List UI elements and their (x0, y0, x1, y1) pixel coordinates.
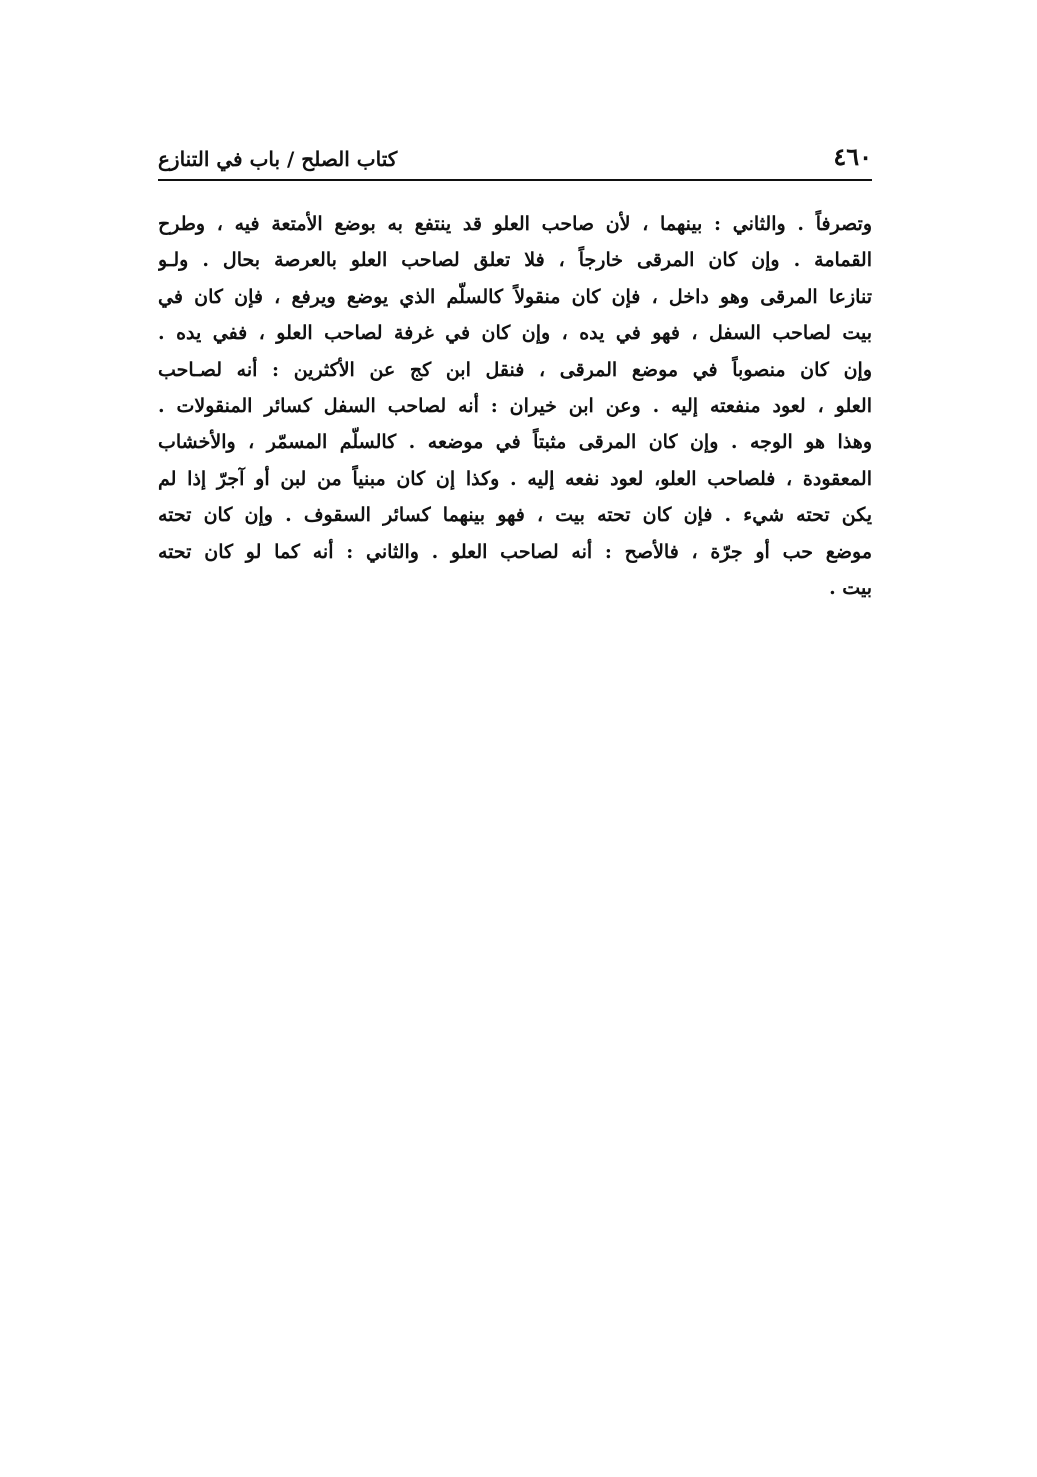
text-line: وهذا هو الوجه . وإن كان المرقى مثبتاً في موضعه . كالسلّم المسمّر ، والأخشاب (158, 431, 872, 454)
text-line: موضع حب أو جرّة ، فالأصح : أنه لصاحب العلو . والثاني : أنه كما لو كان تحته (158, 540, 872, 563)
text-line: تنازعا المرقى وهو داخل ، فإن كان منقولاً كالسلّم الذي يوضع ويرفع ، فإن كان في (158, 285, 872, 308)
page-header (158, 140, 872, 180)
text-line: بيت . (829, 576, 872, 599)
text-line: المعقودة ، فلصاحب العلو، لعود نفعه إليه . وكذا إن كان مبنياً من لبن أو آجرّ إذا لم (158, 467, 872, 490)
text-line: القمامة . وإن كان المرقى خارجاً ، فلا تعلق لصاحب العلو بالعرصة بحال . ولـو (158, 249, 872, 272)
body-text (158, 206, 872, 606)
text-line: وتصرفاً . والثاني : بينهما ، لأن صاحب العلو قد ينتفع به بوضع الأمتعة فيه ، وطرح (158, 213, 872, 235)
page-number: ٤٦٠ (833, 142, 872, 171)
running-title: كتاب الصلح / باب في التنازع (158, 147, 398, 171)
text-line: بيت لصاحب السفل ، فهو في يده ، وإن كان في غرفة لصاحب العلو ، ففي يده . (158, 322, 872, 345)
text-line: يكن تحته شيء . فإن كان تحته بيت ، فهو بينهما كسائر السقوف . وإن كان تحته (158, 504, 872, 527)
text-line: العلو ، لعود منفعته إليه . وعن ابن خيران : أنه لصاحب السفل كسائر المنقولات . (158, 394, 872, 417)
header-rule (158, 179, 872, 181)
text-line: وإن كان منصوباً في موضع المرقى ، فنقل ابن كج عن الأكثرين : أنه لصـاحب (158, 358, 872, 381)
